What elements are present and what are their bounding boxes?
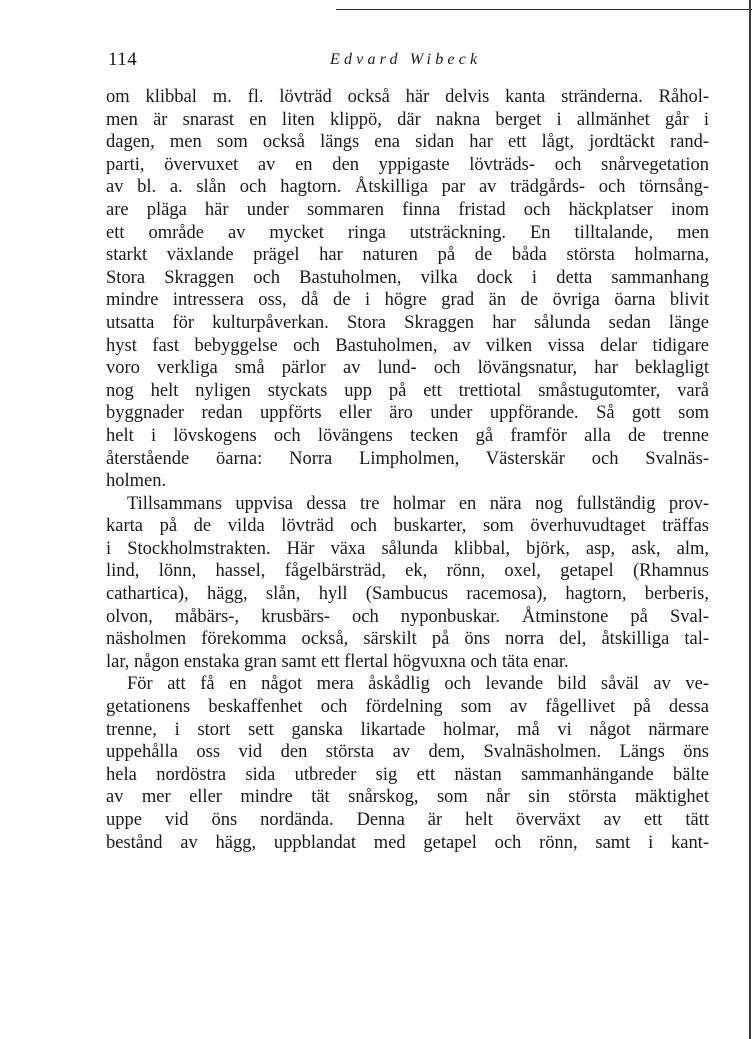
paragraph [106,86,709,493]
text-line: utsatta för kulturpåverkan. Stora Skraggen har sålunda sedan länge [106,312,709,333]
text-line: uppehålla oss vid den största av dem, Svalnäsholmen. Längs öns [106,742,709,763]
running-title: Edvard Wibeck [330,51,482,68]
body-text [106,86,709,854]
running-head [108,48,708,74]
text-line: hela nordöstra sida utbreder sig ett nästan sammanhängande bälte [106,764,709,785]
text-line: nog helt nyligen styckats upp på ett trettiotal småstugutomter, varå [106,380,709,401]
text-line: näsholmen förekomma också, särskilt på öns norra del, åtskilliga tal- [106,629,709,650]
top-rule [336,9,752,10]
text-line: voro verkliga små pärlor av lund- och lövängsnatur, har beklagligt [106,358,709,379]
text-line: hyst fast bebyggelse och Bastuholmen, av vilken vissa delar tidigare [106,335,709,356]
text-line: bestånd av hägg, uppblandat med getapel och rönn, samt i kant- [106,832,709,853]
text-line: lar, någon enstaka gran samt ett flertal högvuxna och täta enar. [106,651,569,672]
text-line: getationens beskaffenhet och fördelning som av fågellivet på dessa [106,697,709,718]
page-number: 114 [108,49,138,70]
paragraph [106,673,709,854]
text-line: uppe vid öns nordända. Denna är helt överväxt av ett tätt [106,810,709,830]
text-line: ett område av mycket ringa utsträckning. En tilltalande, men [106,222,709,243]
page-edge-rule [749,0,751,1039]
text-line: karta på de vilda lövträd och buskarter, som överhuvudtaget träffas [106,516,709,537]
text-line: Tillsammans uppvisa dessa tre holmar en nära nog fullständig prov- [127,493,709,514]
text-line: olvon, måbärs-, krusbärs- och nyponbuskar. Åtminstone på Sval- [106,606,709,627]
text-line: lind, lönn, hassel, fågelbärsträd, ek, rönn, oxel, getapel (Rhamnus [106,561,709,582]
text-line: cathartica), hägg, slån, hyll (Sambucus racemosa), hagtorn, berberis, [106,584,709,605]
text-line: are pläga här under sommaren finna fristad och häckplatser inom [106,199,709,220]
text-line: Stora Skraggen och Bastuholmen, vilka dock i detta sammanhang [106,267,709,288]
text-line: mindre intressera oss, då de i högre grad än de övriga öarna blivit [106,290,709,311]
text-line: holmen. [106,471,167,492]
text-line: helt i lövskogens och lövängens tecken gå framför alla de trenne [106,425,709,446]
text-line: i Stockholmstrakten. Här växa sålunda klibbal, björk, asp, ask, alm, [106,538,709,559]
text-line: av bl. a. slån och hagtorn. Åtskilliga par av trädgårds- och törnsång- [106,177,709,198]
text-line: byggnader redan uppförts eller äro under uppförande. Så gott som [106,403,709,424]
text-line: återstående öarna: Norra Limpholmen, Västerskär och Svalnäs- [106,448,709,469]
text-line: men är snarast en liten klippö, där nakna berget i allmänhet går i [106,109,709,130]
text-line: av mer eller mindre tät snårskog, som når sin största mäktighet [106,787,709,808]
text-line: parti, övervuxet av en den yppigaste lövträds- och snårvegetation [106,154,709,175]
paragraph [106,493,709,674]
text-line: om klibbal m. fl. lövträd också här delvis kanta stränderna. Råhol- [106,87,709,107]
text-line: dagen, men som också längs ena sidan har ett lågt, jordtäckt rand- [106,132,709,153]
text-line: För att få en något mera åskådlig och levande bild såväl av ve- [127,674,709,695]
text-line: starkt växlande prägel har naturen på de båda största holmarna, [106,245,709,266]
text-line: trenne, i stort sett ganska likartade holmar, må vi något närmare [106,719,709,740]
